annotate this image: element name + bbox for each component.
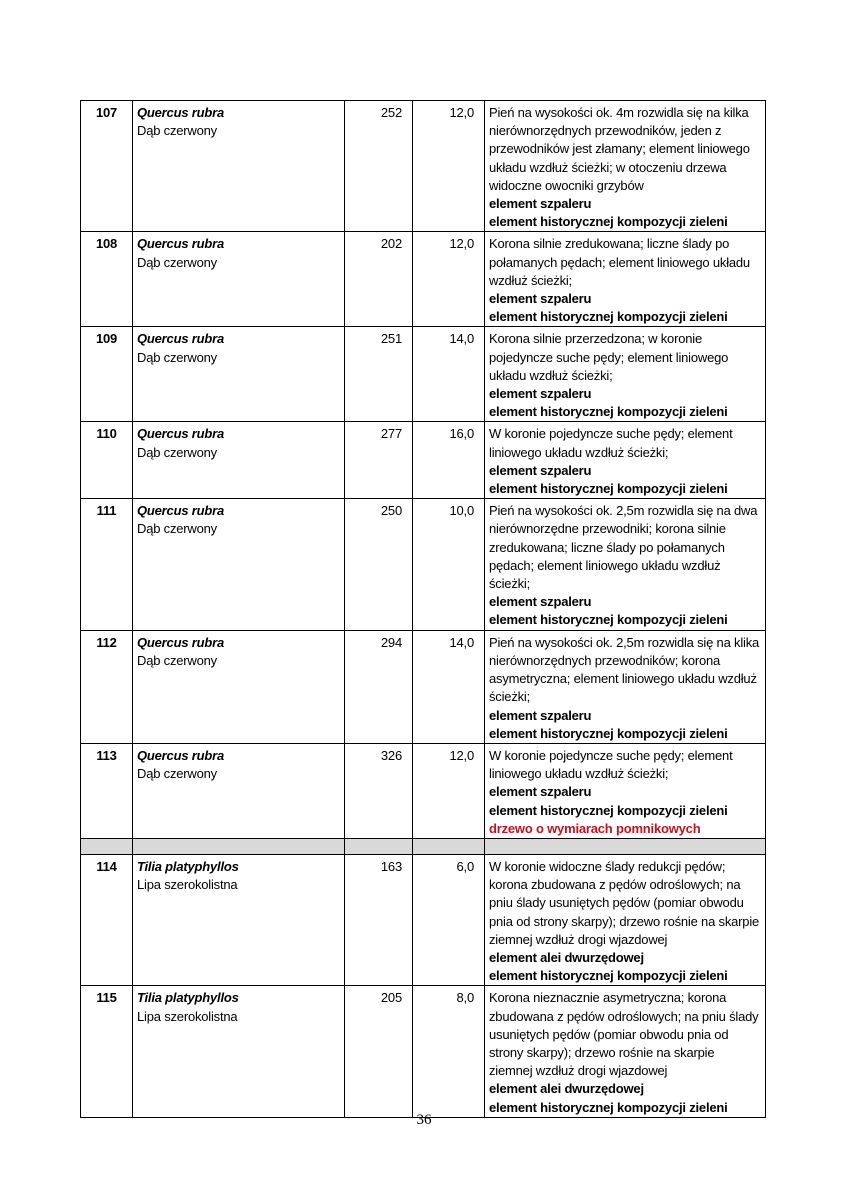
tag-secondary: element historycznej kompozycji zieleni: [489, 802, 728, 818]
tag-secondary: element historycznej kompozycji zieleni: [489, 725, 728, 741]
table-row: [81, 422, 766, 499]
separator-cell: [81, 838, 133, 854]
species-cell: [133, 986, 345, 1117]
tag-secondary: element historycznej kompozycji zieleni: [489, 612, 728, 628]
tree-height: 12,0: [413, 101, 485, 232]
species-latin: Quercus rubra: [137, 105, 224, 120]
trunk-circumference: 163: [345, 854, 413, 985]
species-cell: [133, 854, 345, 985]
description: W koronie pojedyncze suche pędy; element liniowego układu wzdłuż ścieżki;: [489, 426, 733, 460]
tree-height: 12,0: [413, 232, 485, 327]
tree-height: 10,0: [413, 499, 485, 630]
page-number: 36: [416, 1112, 432, 1128]
trunk-circumference: 326: [345, 743, 413, 838]
notes-cell: [485, 986, 766, 1117]
tag-secondary: element historycznej kompozycji zieleni: [489, 481, 728, 497]
trunk-circumference: 205: [345, 986, 413, 1117]
species-latin: Quercus rubra: [137, 331, 224, 347]
tree-number: 113: [81, 743, 133, 838]
tag-primary: element alei dwurzędowej: [489, 1081, 644, 1097]
table-row: [81, 101, 766, 232]
tree-height: 12,0: [413, 743, 485, 838]
trunk-circumference: 277: [345, 422, 413, 499]
description: Pień na wysokości ok. 4m rozwidla się na kilka nierównorzędnych przewodników, jeden z przewodników jest złamany; element liniowego układu wzdłuż ścieżki; w otoczeniu drzewa widoczne owocniki grzybów: [489, 105, 750, 193]
notes-cell: [485, 327, 766, 422]
separator-cell: [485, 838, 766, 854]
trunk-circumference: 250: [345, 499, 413, 630]
notes-cell: [485, 232, 766, 327]
trunk-circumference: 251: [345, 327, 413, 422]
species-cell: [133, 743, 345, 838]
tree-number: 115: [81, 986, 133, 1117]
tree-number: 111: [81, 499, 133, 630]
separator-cell: [413, 838, 485, 854]
trunk-circumference: 202: [345, 232, 413, 327]
species-latin: Quercus rubra: [137, 236, 224, 252]
description: Korona nieznacznie asymetryczna; korona zbudowana z pędów odroślowych; na pniu ślady usuniętych pędów (pomiar obwodu pnia od strony skarpy); drzewo rośnie na skarpie ziemnej wzdłuż drogi wjazdowej: [489, 990, 759, 1079]
separator-cell: [345, 838, 413, 854]
tag-primary: element alei dwurzędowej: [489, 949, 644, 965]
table-row: [81, 327, 766, 422]
description: Pień na wysokości ok. 2,5m rozwidla się na dwa nierównorzędne przewodniki; korona silnie zredukowana; liczne ślady po połamanych pędach; element liniowego układu wzdłuż ścieżki;: [489, 503, 758, 592]
tree-number: 112: [81, 630, 133, 743]
table-row: [81, 854, 766, 985]
species-polish: Dąb czerwony: [137, 652, 217, 668]
description: Korona silnie zredukowana; liczne ślady po połamanych pędach; element liniowego układu wzdłuż ścieżki;: [489, 236, 750, 288]
separator-cell: [133, 838, 345, 854]
notes-cell: [485, 422, 766, 499]
tree-number: 107: [81, 101, 133, 232]
tag-primary: element szpaleru: [489, 196, 592, 212]
species-latin: Tilia platyphyllos: [137, 858, 239, 874]
tag-primary: element szpaleru: [489, 386, 592, 402]
table-row: [81, 986, 766, 1117]
tag-primary: element szpaleru: [489, 291, 592, 307]
notes-cell: [485, 743, 766, 838]
species-latin: Quercus rubra: [137, 426, 224, 442]
tree-height: 8,0: [413, 986, 485, 1117]
tree-number: 114: [81, 854, 133, 985]
tree-number: 108: [81, 232, 133, 327]
tree-number: 109: [81, 327, 133, 422]
notes-cell: [485, 854, 766, 985]
tag-secondary: element historycznej kompozycji zieleni: [489, 309, 728, 325]
tag-primary: element szpaleru: [489, 462, 592, 478]
tag-primary: element szpaleru: [489, 707, 592, 723]
species-latin: Quercus rubra: [137, 747, 224, 763]
species-cell: [133, 101, 345, 232]
species-polish: Lipa szerokolistna: [137, 1008, 238, 1024]
tag-primary: element szpaleru: [489, 784, 592, 800]
tree-inventory-table: [80, 100, 766, 1118]
species-cell: [133, 327, 345, 422]
trunk-circumference: 252: [345, 101, 413, 232]
description: W koronie widoczne ślady redukcji pędów; korona zbudowana z pędów odroślowych; na pniu ślady usuniętych pędów (pomiar obwodu pnia od strony skarpy); drzewo rośnie na skarpie ziemnej wzdłuż drogi wjazdowej: [489, 858, 760, 947]
species-polish: Dąb czerwony: [137, 444, 217, 460]
tree-height: 14,0: [413, 630, 485, 743]
tag-primary: element szpaleru: [489, 594, 592, 610]
table-row: [81, 232, 766, 327]
species-cell: [133, 232, 345, 327]
species-polish: Lipa szerokolistna: [137, 877, 238, 893]
table-row: [81, 743, 766, 838]
species-cell: [133, 630, 345, 743]
description: Pień na wysokości ok. 2,5m rozwidla się na klika nierównorzędnych przewodników; korona asymetryczna; element liniowego układu wzdłuż ścieżki;: [489, 634, 760, 705]
tree-height: 16,0: [413, 422, 485, 499]
species-latin: Tilia platyphyllos: [137, 990, 239, 1006]
description: W koronie pojedyncze suche pędy; element liniowego układu wzdłuż ścieżki;: [489, 747, 733, 782]
notes-cell: [485, 630, 766, 743]
tree-height: 6,0: [413, 854, 485, 985]
species-polish: Dąb czerwony: [137, 254, 217, 270]
monument-tree-label: drzewo o wymiarach pomnikowych: [489, 820, 701, 836]
separator-row: [81, 838, 766, 854]
tag-secondary: element historycznej kompozycji zieleni: [489, 214, 728, 230]
species-polish: Dąb czerwony: [137, 521, 217, 537]
tree-height: 14,0: [413, 327, 485, 422]
species-polish: Dąb czerwony: [137, 766, 217, 782]
tag-secondary: element historycznej kompozycji zieleni: [489, 968, 728, 984]
species-latin: Quercus rubra: [137, 503, 224, 519]
tag-secondary: element historycznej kompozycji zieleni: [489, 404, 728, 420]
trunk-circumference: 294: [345, 630, 413, 743]
notes-cell: [485, 101, 766, 232]
species-latin: Quercus rubra: [137, 634, 224, 650]
species-cell: [133, 422, 345, 499]
tag-secondary: element historycznej kompozycji zieleni: [489, 1099, 728, 1115]
species-polish: Dąb czerwony: [137, 349, 217, 365]
species-polish: Dąb czerwony: [137, 123, 217, 139]
description: Korona silnie przerzedzona; w koronie pojedyncze suche pędy; element liniowego układu wzdłuż ścieżki;: [489, 331, 729, 383]
table-row: [81, 630, 766, 743]
table-row: [81, 499, 766, 630]
notes-cell: [485, 499, 766, 630]
tree-number: 110: [81, 422, 133, 499]
species-cell: [133, 499, 345, 630]
